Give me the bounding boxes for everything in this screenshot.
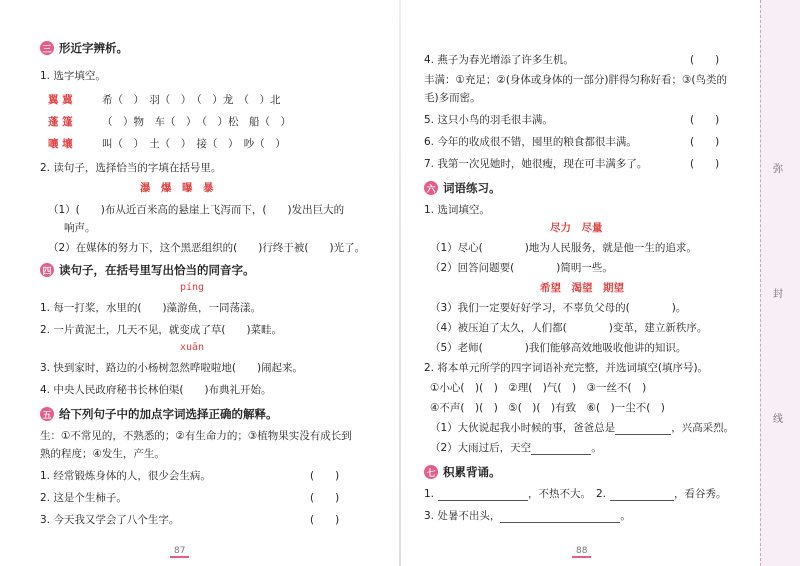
- question-title: 2. 读句子，选择恰当的字填在括号里。: [40, 162, 222, 174]
- char-pair-2: [48, 114, 291, 129]
- char-pair-items: 希（ ） 羽（ ） （ ）龙 （ ）北: [102, 94, 281, 106]
- page-number: 88: [572, 546, 591, 558]
- pinyin: xuān: [180, 342, 205, 353]
- definition-cont: 熟的程度；④发生，产生。: [40, 448, 165, 460]
- section-title: 给下列句子中的加点字词选择正确的解释。: [59, 407, 278, 421]
- section-title: 积累背诵。: [443, 465, 501, 479]
- recite-line: 1. ，不热不大。: [424, 488, 592, 500]
- definition: 生：①不常见的，不熟悉的；②有生命力的；③植物果实没有成长到: [40, 430, 352, 442]
- sentence: 6. 今年的收成很不错，囤里的粮食都很丰满。: [424, 136, 637, 148]
- answer-paren[interactable]: ( ): [690, 54, 720, 66]
- definition: 丰满：①充足；②(身体或身体的一部分)胖得匀称好看；③(鸟类的: [424, 74, 728, 86]
- section-5-header: [40, 406, 278, 422]
- sidebar-char: 弥: [773, 164, 783, 175]
- question-title: 2. 将本单元所学的四字词语补充完整，并选词填空(填序号)。: [424, 362, 709, 374]
- answer-paren[interactable]: ( ): [310, 514, 340, 526]
- blank[interactable]: [531, 454, 591, 455]
- section-title: 读句子，在括号里写出恰当的同音字。: [59, 263, 255, 277]
- section-7-header: [424, 464, 501, 480]
- section-number-badge: 三: [40, 41, 54, 55]
- char-pair-chars: 蓬 篷: [48, 116, 73, 128]
- char-pair-3: [48, 136, 286, 151]
- char-pair-1: [48, 92, 281, 107]
- blank[interactable]: [438, 500, 528, 501]
- section-6-header: [424, 180, 501, 196]
- sentence: 2. 这是个生柿子。: [40, 492, 127, 504]
- answer-paren[interactable]: ( ): [310, 492, 340, 504]
- sentence: 4. 中央人民政府秘书长林伯渠( )布典礼开始。: [40, 384, 272, 396]
- sentence: 5. 这只小鸟的羽毛很丰满。: [424, 114, 553, 126]
- section-number-badge: 四: [40, 263, 54, 277]
- sentence: （1）尽心( )地为人民服务，就是他一生的追求。: [430, 242, 697, 254]
- char-pair-items: （ ）物 车（ ） （ ）松 船（ ）: [102, 116, 291, 128]
- recite-line: 3. 处暑不出头， 。: [424, 510, 631, 522]
- right-page: [400, 0, 760, 566]
- sentence: （1）( )布从近百米高的悬崖上飞泻而下，( )发出巨大的: [48, 204, 345, 216]
- recite-line: 2. ，看谷秀。: [596, 488, 727, 500]
- section-number-badge: 五: [40, 407, 54, 421]
- char-pair-chars: 翼 冀: [48, 94, 73, 106]
- definition-cont: 毛)多而密。: [424, 92, 481, 104]
- seal-line-sidebar: [760, 0, 800, 566]
- sentence: （5）老师( )我们能够高效地吸收他讲的知识。: [430, 342, 687, 354]
- sentence: 4. 燕子为春光增添了许多生机。: [424, 54, 574, 66]
- section-number-badge: 七: [424, 465, 438, 479]
- sentence: （3）我们一定要好好学习，不辜负父母的( )。: [430, 302, 687, 314]
- idiom-row: ①小心( )( ) ②理( )气( ) ③一丝不( ): [430, 382, 647, 394]
- sentence: （2）在媒体的努力下，这个黑恶组织的( )行终于被( )光了。: [48, 242, 366, 254]
- answer-paren[interactable]: ( ): [690, 158, 720, 170]
- answer-paren[interactable]: ( ): [310, 470, 340, 482]
- answer-paren[interactable]: ( ): [690, 136, 720, 148]
- choice-chars: 瀑 爆 曝 暴: [140, 182, 214, 194]
- char-pair-items: 叫（ ） 土（ ） 接（ ） 吵（ ）: [102, 138, 286, 150]
- sentence: 3. 今天我又学会了八个生字。: [40, 514, 180, 526]
- sentence: 1. 每一打桨，水里的( )藻游鱼，一同荡漾。: [40, 302, 262, 314]
- section-number-badge: 六: [424, 181, 438, 195]
- sentence: （2）大雨过后，天空 。: [430, 442, 602, 454]
- answer-paren[interactable]: ( ): [690, 114, 720, 126]
- sentence: （2）回答问题要( )简明一些。: [430, 262, 613, 274]
- sentence: （4）被压迫了太久，人们都( )变革，建立新秩序。: [430, 322, 708, 334]
- sidebar-char: 线: [773, 414, 783, 425]
- sentence: 1. 经常锻炼身体的人，很少会生病。: [40, 470, 211, 482]
- sentence: 3. 快到家时，路边的小杨树忽然哗啦啦地( )闹起来。: [40, 362, 304, 374]
- pinyin: píng: [180, 282, 205, 293]
- section-title: 词语练习。: [443, 181, 501, 195]
- word-choices: 希望 渴望 期望: [540, 282, 624, 294]
- question-title: 1. 选字填空。: [40, 70, 106, 82]
- sentence: 2. 一片黄泥土，几天不见，就变成了草( )菜畦。: [40, 324, 283, 336]
- section-title: 形近字辨析。: [59, 41, 128, 55]
- section-4-header: [40, 262, 255, 278]
- section-3-header: [40, 40, 128, 56]
- blank[interactable]: [610, 500, 674, 501]
- word-choices: 尽力 尽量: [550, 222, 603, 234]
- idiom-row: ④不声( )( ) ⑤( )( )有致 ⑥( )一尘不( ): [430, 402, 665, 414]
- sentence: 7. 我第一次见她时，她很瘦，现在可丰满多了。: [424, 158, 648, 170]
- blank[interactable]: [615, 434, 671, 435]
- blank[interactable]: [500, 522, 620, 523]
- question-title: 1. 选词填空。: [424, 204, 490, 216]
- sentence-cont: 响声。: [64, 222, 96, 234]
- page-number: 87: [170, 546, 189, 558]
- sidebar-char: 封: [773, 289, 783, 300]
- sentence: （1）大伙说起我小时候的事，爸爸总是 ，兴高采烈。: [430, 422, 735, 434]
- char-pair-chars: 嚷 壤: [48, 138, 73, 150]
